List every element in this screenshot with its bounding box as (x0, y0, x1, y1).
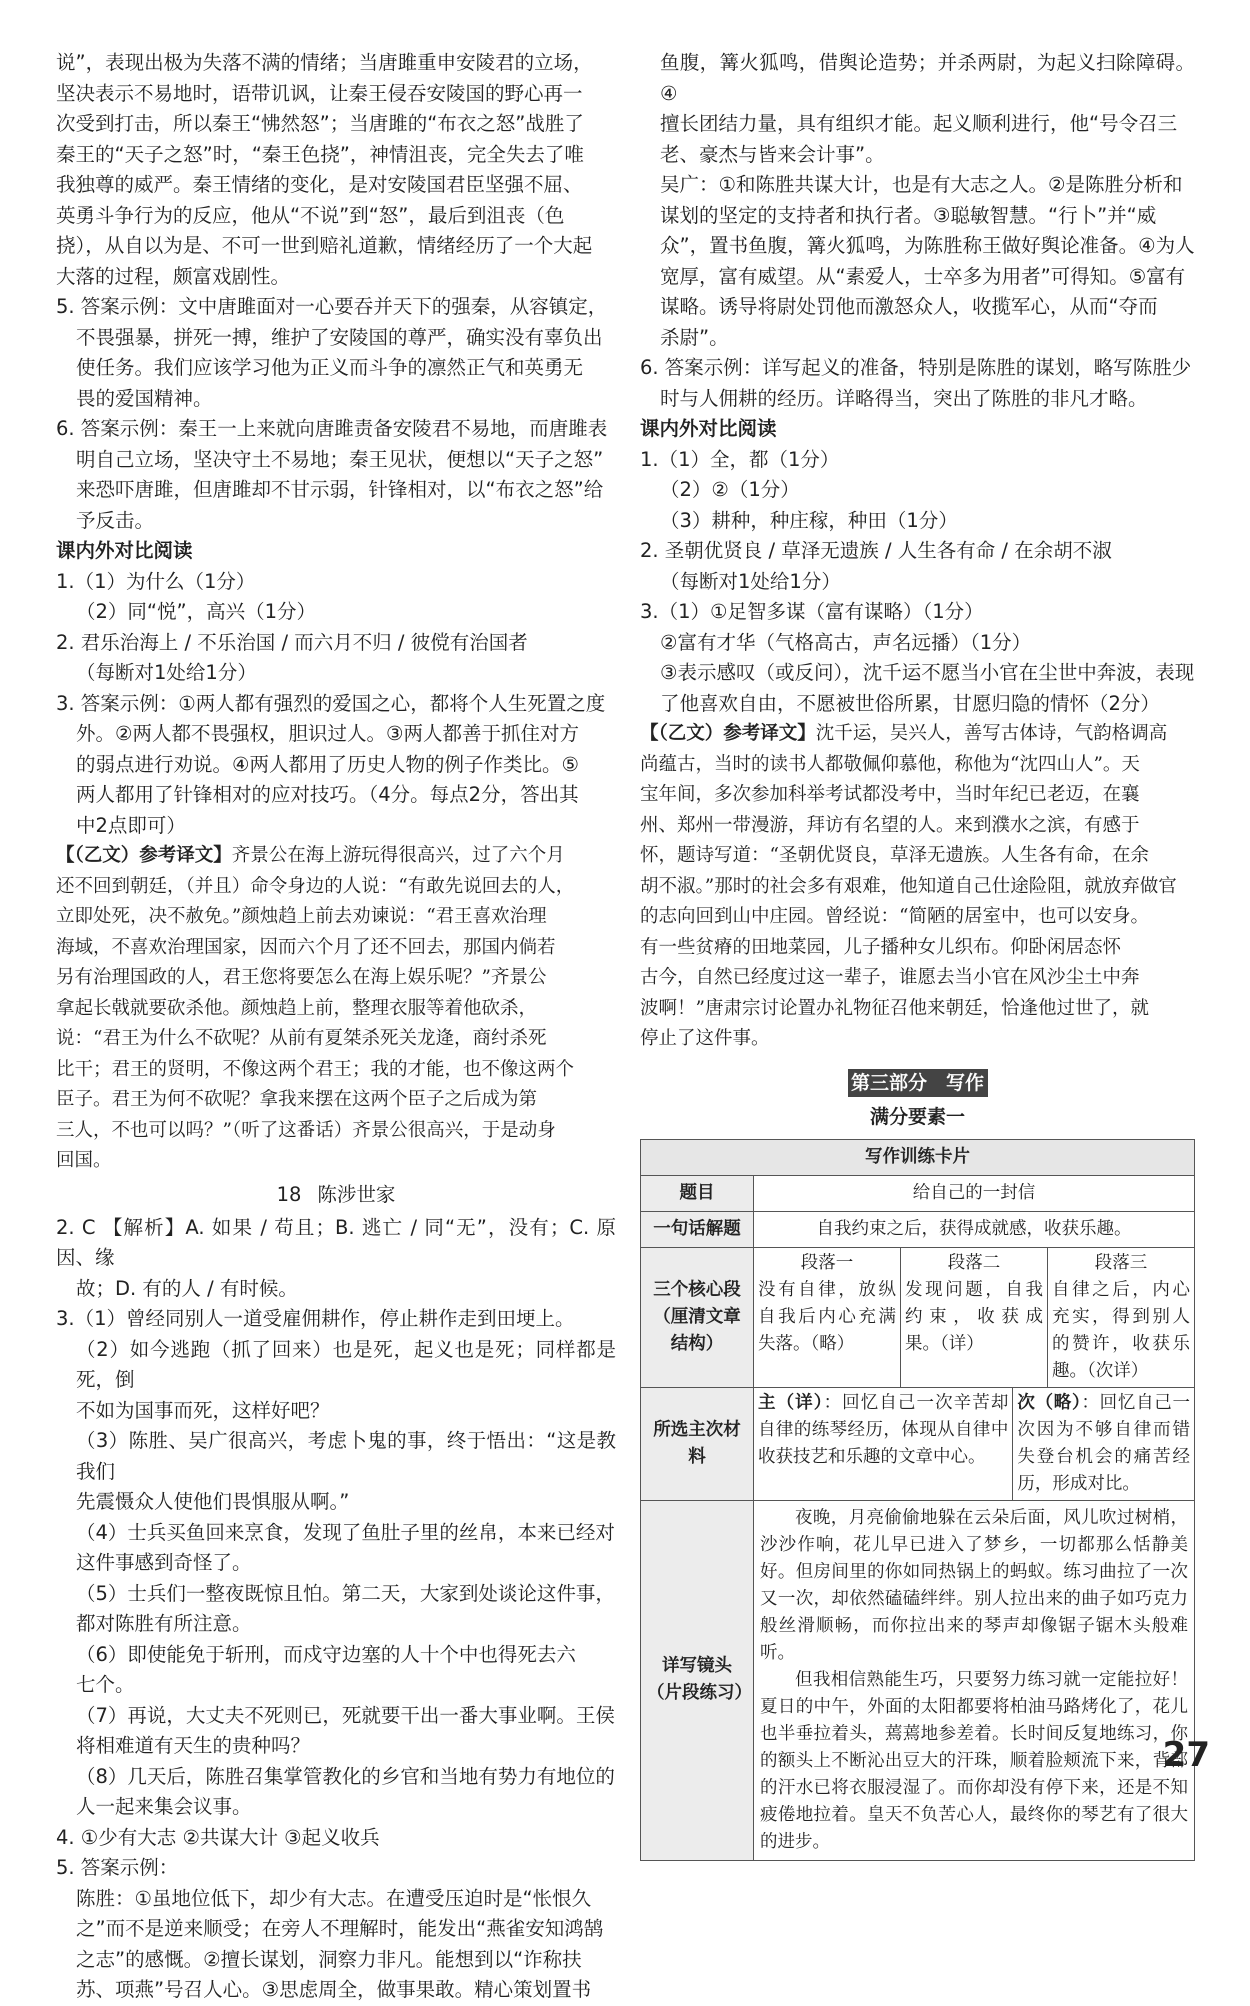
text-line: （4）士兵买鱼回来烹食，发现了鱼肚子里的丝帛，本来已经对 (76, 1520, 615, 1544)
text-line: 先震慑众人使他们畏惧服从啊。” (76, 1490, 350, 1513)
text-line: 怀，题诗写道：“圣朝优贤良，草泽无遗族。人生各有命，在余 (640, 845, 1149, 866)
main-material (754, 1388, 1012, 1500)
text-line: 我独尊的威严。秦王情绪的变化，是对安陵国君臣坚强不屈、 (56, 173, 583, 196)
text-line: 吴广：①和陈胜共谋大计，也是有大志之人。②是陈胜分析和 (660, 173, 1183, 196)
text-line: 外。②两人都不畏强权，胆识过人。③两人都善于抓住对方 (76, 722, 579, 745)
material-label: 所选主次材料 (641, 1387, 754, 1500)
core-label: 三个核心段（厘清文章结构） (641, 1247, 754, 1387)
text-line: 4. ①少有大志 ②共谋大计 ③起义收兵 (56, 1825, 380, 1849)
topic-value: 给自己的一封信 (754, 1175, 1195, 1211)
text-line: 宽厚，富有威望。从“素爱人，士卒多为用者”可得知。⑤富有 (660, 264, 1186, 288)
text-line: 州、郑州一带漫游，拜访有名望的人。来到濮水之滨，有感于 (640, 814, 1140, 836)
text-line: 谋略。诱导将尉处罚他而激怒众人，收揽军心，从而“夺而 (660, 295, 1158, 318)
translation-tag: 【（乙文）参考译文】 (640, 723, 816, 744)
text-line: 3. 答案示例：①两人都有强烈的爱国之心，都将个人生死置之度 (56, 691, 606, 715)
text-line: 了他喜欢自由，不愿被世俗所累，甘愿归隐的情怀（2分） (660, 691, 1160, 715)
text-line: 时与人佣耕的经历。详略得当，突出了陈胜的非凡才略。 (660, 386, 1148, 410)
answer-5-continued (640, 48, 1195, 414)
text-line: ②富有才华（气格高古，声名远播）（1分） (660, 630, 1032, 654)
text-line: 比干；君王的贤明，不像这两个君王；我的才能，也不像这两个 (56, 1058, 575, 1080)
text-line: （5）士兵们一整夜既惊且怕。第二天，大家到处谈论这件事， (76, 1581, 615, 1605)
section-heading: 课内外对比阅读 (56, 539, 193, 562)
text-line: （3）陈胜、吴广很高兴，考虑卜鬼的事，终于悟出：“这是教我们 (76, 1429, 616, 1483)
answer-5 (56, 292, 616, 414)
text-line: 之”而不是逆来顺受；在旁人不理解时，能发出“燕雀安知鸿鹄 (76, 1917, 604, 1940)
text-line: 坚决表示不易地时，语带讥讽，让秦王侵吞安陵国的野心再一 (56, 81, 583, 105)
paragraph-1 (754, 1248, 900, 1387)
text-line: 之志”的感慨。②擅长谋划，洞察力非凡。能想到以“诈称扶 (76, 1947, 582, 1971)
text-line: 明自己立场，坚决守土不易地；秦王见状，便想以“天子之怒” (76, 447, 604, 471)
secondary-material-tag: 次（略） (1017, 1392, 1082, 1413)
text-line: 6. 答案示例：秦王一上来就向唐雎责备安陵君不易地，而唐雎表 (56, 417, 608, 440)
text-line: 大落的过程，颇富戏剧性。 (56, 264, 291, 288)
text-line: 有一些贫瘠的田地菜园，儿子播种女儿织布。仰卧闲居态怀 (640, 936, 1122, 958)
secondary-material (1012, 1388, 1194, 1500)
text-line: 胡不淑。”那时的社会多有艰难，他知道自己仕途险阻，就放弃做官 (640, 875, 1177, 897)
text-line: 另有治理国政的人，君王您将要怎么在海上娱乐呢？”齐景公 (56, 967, 547, 988)
one-line-label: 一句话解题 (641, 1211, 754, 1247)
translation-block (56, 841, 616, 1177)
lens-paragraph-1: 夜晚，月亮偷偷地躲在云朵后面，风儿吹过树梢，沙沙作响，花儿早已进入了梦乡，一切都那么恬静美好。但房间里的你如同热锅上的蚂蚁。练习曲拉了一次又一次，却依然磕磕绊绊。别人拉出来的曲子如巧克力般丝滑顺畅，而你拉出来的琴声却像锯子锯木头般难听。 (760, 1507, 1188, 1663)
text-line: （2）同“悦”，高兴（1分） (76, 600, 317, 623)
main-material-text: ：回忆自己一次辛苦却自律的练琴经历，体现从自律中收获技艺和乐趣的文章中心。 (758, 1392, 1009, 1467)
secondary-material-text: ：回忆自己一次因为不够自律而错失登台机会的痛苦经历，形成对比。 (1017, 1392, 1191, 1494)
paragraph-3-text: 自律之后，内心充实，得到别人的赞许，收获乐趣。（次详） (1052, 1279, 1190, 1381)
comparison-answers (56, 567, 616, 842)
text-line: 三人，不也可以吗？”（听了这番话）齐景公很高兴，于是动身 (56, 1119, 556, 1141)
text-line: 臣子。君王为何不砍呢？拿我来摆在这两个臣子之后成为第 (56, 1089, 538, 1110)
text-line: 鱼腹，篝火狐鸣，借舆论造势；并杀两尉，为起义扫除障碍。④ (660, 51, 1195, 105)
lesson-18-answers (56, 1213, 616, 2006)
text-line: ③表示感叹（或反问），沈千运不愿当小官在尘世中奔波，表现 (660, 661, 1195, 684)
core-paragraphs (754, 1248, 1194, 1387)
text-line: 挠），从自以为是、不可一世到赔礼道歉，情绪经历了一个大起 (56, 234, 593, 257)
paragraph-2-text: 发现问题，自我约束，收获成果。（详） (905, 1279, 1043, 1354)
translation-block-2 (640, 719, 1195, 1055)
text-line: 的弱点进行劝说。④两人都用了历史人物的例子作类比。⑤ (76, 752, 579, 776)
text-line: （7）再说，大丈夫不死则已，死就要干出一番大事业啊。王侯 (76, 1703, 615, 1727)
page-number: 27 (1162, 1735, 1210, 1775)
text-line: 1.（1）为什么（1分） (56, 569, 256, 593)
comparison-answers-2 (640, 445, 1195, 720)
text-line: 陈胜：①虽地位低下，却少有大志。在遭受压迫时是“怅恨久 (76, 1886, 592, 1910)
text-line: 尚蕴古，当时的读书人都敬佩仰慕他，称他为“沈四山人”。天 (640, 753, 1140, 775)
text-line: 七个。 (76, 1673, 135, 1696)
topic-label: 题目 (641, 1175, 754, 1211)
text-line: 宝年间，多次参加科举考试都没考中，当时年纪已老迈，在襄 (640, 784, 1140, 805)
text-line: 2. C 【解析】A. 如果 / 苟且；B. 逃亡 / 同“无”，没有；C. 原因、缘 (56, 1215, 616, 1269)
text-line: 立即处死，决不赦免。”颜烛趋上前去劝谏说：“君王喜欢治理 (56, 906, 547, 927)
text-line: （每断对1处给1分） (76, 661, 257, 684)
text-line: 古今，自然已经度过这一辈子，谁愿去当小官在风沙尘土中奔 (640, 967, 1140, 988)
text-line: 故；D. 有的人 / 有时候。 (76, 1276, 298, 1300)
text-line: 波啊！”唐肃宗讨论置办礼物征召他来朝廷，恰逢他过世了，就 (640, 997, 1149, 1019)
text-line: （每断对1处给1分） (660, 569, 841, 593)
lesson-number: 18 (276, 1182, 302, 1206)
answer-6 (56, 414, 616, 536)
paragraph-2 (900, 1248, 1047, 1387)
text-line: 不畏强暴，拼死一搏，维护了安陵国的尊严，确实没有辜负出 (76, 325, 603, 349)
text-line: 6. 答案示例：详写起义的准备，特别是陈胜的谋划，略写陈胜少 (640, 356, 1192, 379)
lens-label: 详写镜头（片段练习） (641, 1500, 754, 1860)
text-line: 擅长团结力量，具有组织才能。起义顺利进行，他“号令召三 (660, 112, 1178, 135)
text-line: 还不回到朝廷，（并且）命令身边的人说：“有敢先说回去的人， (56, 875, 575, 897)
text-line: 两人都用了针锋相对的应对技巧。（4分。每点2分，答出其 (76, 783, 579, 806)
text-line: 中2点即可） (76, 813, 186, 837)
text-line: 说：“君王为什么不砍呢？从前有夏桀杀死关龙逄，商纣杀死 (56, 1028, 547, 1049)
text-line: 的志向回到山中庄园。曾经说：“简陋的居室中，也可以安身。 (640, 906, 1149, 927)
text-line: 众”，置书鱼腹，篝火狐鸣，为陈胜称王做好舆论准备。④为人 (660, 234, 1195, 257)
text-line: 回国。 (56, 1150, 112, 1171)
text-line: 来恐吓唐雎，但唐雎却不甘示弱，针锋相对，以“布衣之怒”给 (76, 478, 604, 501)
section-heading: 课内外对比阅读 (640, 417, 777, 440)
text-line: 停止了这件事。 (640, 1028, 770, 1049)
text-line: 苏、项燕”号召人心。③思虑周全，做事果敢。精心策划置书 (76, 1978, 592, 2001)
intro-analysis (56, 48, 616, 292)
text-line: 这件事感到奇怪了。 (76, 1551, 252, 1574)
text-line: 5. 答案示例：文中唐雎面对一心要吞并天下的强秦，从容镇定， (56, 295, 608, 318)
text-line: 使任务。我们应该学习他为正义而斗争的凛然正气和英勇无 (76, 356, 584, 379)
text-line: 不如为国事而死，这样好吧？ (76, 1398, 330, 1422)
text-line: 5. 答案示例： (56, 1856, 179, 1879)
text-line: 谋划的坚定的支持者和执行者。③聪敏智慧。“行卜”并“威 (660, 203, 1157, 227)
paragraph-3-title: 段落三 (1094, 1252, 1148, 1273)
paragraph-2-title: 段落二 (947, 1252, 1001, 1273)
text-line: （8）几天后，陈胜召集掌管教化的乡官和当地有势力有地位的 (76, 1764, 615, 1788)
lesson-heading (56, 1179, 616, 1211)
text-line: （2）如今逃跑（抓了回来）也是死，起义也是死；同样都是死，倒 (76, 1337, 616, 1391)
text-line: 予反击。 (76, 508, 155, 532)
text-line: 海域，不喜欢治理国家，因而六个月了还不回去，那国内倘若 (56, 936, 556, 958)
text-line: 2. 圣朝优贤良 / 草泽无遗族 / 人生各有命 / 在余胡不淑 (640, 539, 1112, 562)
materials (754, 1388, 1194, 1500)
main-material-tag: 主（详） (758, 1392, 824, 1413)
text-line: 人一起来集会议事。 (76, 1795, 252, 1818)
left-column (56, 48, 616, 2006)
paragraph-1-text: 没有自律，放纵自我后内心充满失落。（略） (758, 1279, 896, 1354)
text-line: 杀尉”。 (660, 325, 729, 349)
text-line: 2. 君乐治海上 / 不乐治国 / 而六月不归 / 彼傥有治国者 (56, 630, 528, 654)
one-line-value: 自我约束之后，获得成就感，收获乐趣。 (754, 1211, 1195, 1247)
lens-text (754, 1500, 1195, 1860)
text-line: （6）即使能免于斩刑，而戍守边塞的人十个中也得死去六 (76, 1642, 576, 1666)
text-line: （2）②（1分） (660, 478, 800, 501)
text-line: 3.（1）①足智多谋（富有谋略）（1分） (640, 600, 984, 623)
text-line: 沈千运，吴兴人，善写古体诗，气韵格调高 (815, 723, 1168, 744)
right-column (640, 48, 1195, 1861)
text-line: 英勇斗争行为的反应，他从“不说”到“怒”，最后到沮丧（色 (56, 203, 565, 227)
text-line: 3.（1）曾经同别人一道受雇佣耕作，停止耕作走到田埂上。 (56, 1307, 575, 1330)
text-line: 次受到打击，所以秦王“怫然怒”；当唐雎的“布衣之怒”战胜了 (56, 112, 584, 135)
text-line: 说”，表现出极为失落不满的情绪；当唐雎重申安陵君的立场， (56, 51, 593, 74)
part-title: 第三部分 写作 (848, 1069, 988, 1097)
text-line: 齐景公在海上游玩得很高兴，过了六个月 (231, 845, 565, 866)
card-header: 写作训练卡片 (641, 1139, 1195, 1175)
text-line: 秦王的“天子之怒”时，“秦王色挠”，神情沮丧，完全失去了唯 (56, 142, 584, 166)
writing-card (640, 1139, 1195, 1861)
paragraph-3 (1047, 1248, 1194, 1387)
sub-title: 满分要素一 (869, 1105, 965, 1128)
paragraph-1-title: 段落一 (800, 1252, 854, 1273)
text-line: 畏的爱国精神。 (76, 386, 213, 410)
text-line: 都对陈胜有所注意。 (76, 1612, 252, 1635)
text-line: （3）耕种，种庄稼，种田（1分） (660, 508, 958, 532)
text-line: 将相难道有天生的贵种吗？ (76, 1734, 311, 1757)
lens-paragraph-2: 但我相信熟能生巧，只要努力练习就一定能拉好！夏日的中午，外面的太阳都要将柏油马路烤化了，花儿也半垂拉着头，蔫蔫地参差着。长时间反复地练习，你的额头上不断沁出豆大的汗珠，顺着脸颊流下来，背部的汗水已将衣服浸湿了。而你却没有停下来，还是不知疲倦地拉着。皇天不负苦心人，最终你的琴艺有了很大的进步。 (760, 1669, 1188, 1852)
text-line: 拿起长戟就要砍杀他。颜烛趋上前，整理衣服等着他砍杀， (56, 997, 538, 1019)
translation-tag: 【（乙文）参考译文】 (56, 845, 232, 866)
lesson-title: 陈涉世家 (317, 1182, 396, 1206)
text-line: 1.（1）全，都（1分） (640, 447, 840, 471)
text-line: 老、豪杰与皆来会计事”。 (660, 142, 885, 166)
